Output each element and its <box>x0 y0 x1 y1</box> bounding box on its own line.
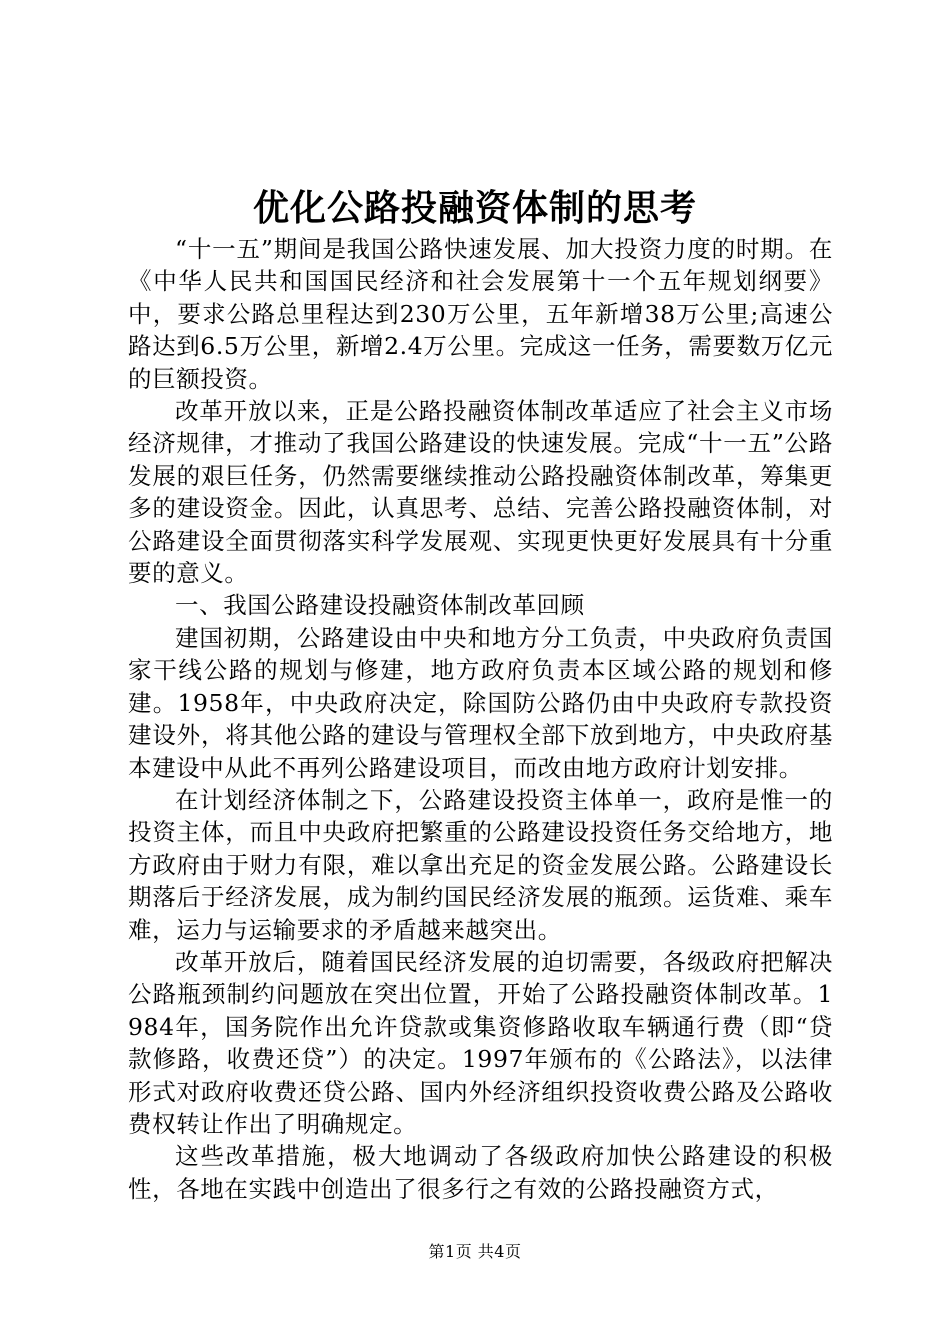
paragraph: 改革开放以来，正是公路投融资体制改革适应了社会主义市场经济规律，才推动了我国公路建设的快速发展。完成“十一五”公路发展的艰巨任务，仍然需要继续推动公路投融资体制改革，筹集更多的建设资金。因此，认真思考、总结、完善公路投融资体制，对公路建设全面贯彻落实科学发展观、实现更快更好发展具有十分重要的意义。 <box>128 397 833 588</box>
paragraph: 建国初期，公路建设由中央和地方分工负责，中央政府负责国家干线公路的规划与修建，地方政府负责本区域公路的规划和修建。1958年，中央政府决定，除国防公路仍由中央政府专款投资建设外，将其他公路的建设与管理权全部下放到地方，中央政府基本建设中从此不再列公路建设项目，而改由地方政府计划安排。 <box>128 623 833 782</box>
paragraph: 这些改革措施，极大地调动了各级政府加快公路建设的积极性，各地在实践中创造出了很多行之有效的公路投融资方式， <box>128 1142 833 1203</box>
paragraph: 改革开放后，随着国民经济发展的迫切需要，各级政府把解决公路瓶颈制约问题放在突出位置，开始了公路投融资体制改革。1984年，国务院作出允许贷款或集资修路收取车辆通行费（即“贷款修路，收费还贷”）的决定。1997年颁布的《公路法》，以法律形式对政府收费还贷公路、国内外经济组织投资收费公路及公路收费权转让作出了明确规定。 <box>128 947 833 1138</box>
page-number-footer: 第1页 共4页 <box>428 1242 522 1261</box>
paragraph: 在计划经济体制之下，公路建设投资主体单一，政府是惟一的投资主体，而且中央政府把繁重的公路建设投资任务交给地方，地方政府由于财力有限，难以拿出充足的资金发展公路。公路建设长期落后于经济发展，成为制约国民经济发展的瓶颈。运货难、乘车难，运力与运输要求的矛盾越来越突出。 <box>128 785 833 944</box>
document-title: 优化公路投融资体制的思考 <box>252 187 697 229</box>
paragraph: “十一五”期间是我国公路快速发展、加大投资力度的时期。在《中华人民共和国国民经济和社会发展第十一个五年规划纲要》中，要求公路总里程达到230万公里，五年新增38万公里;高速公路达到6.5万公里，新增2.4万公里。完成这一任务，需要数万亿元的巨额投资。 <box>128 235 833 393</box>
section-heading: 一、我国公路建设投融资体制改革回顾 <box>175 591 585 620</box>
document-body <box>128 233 833 1205</box>
